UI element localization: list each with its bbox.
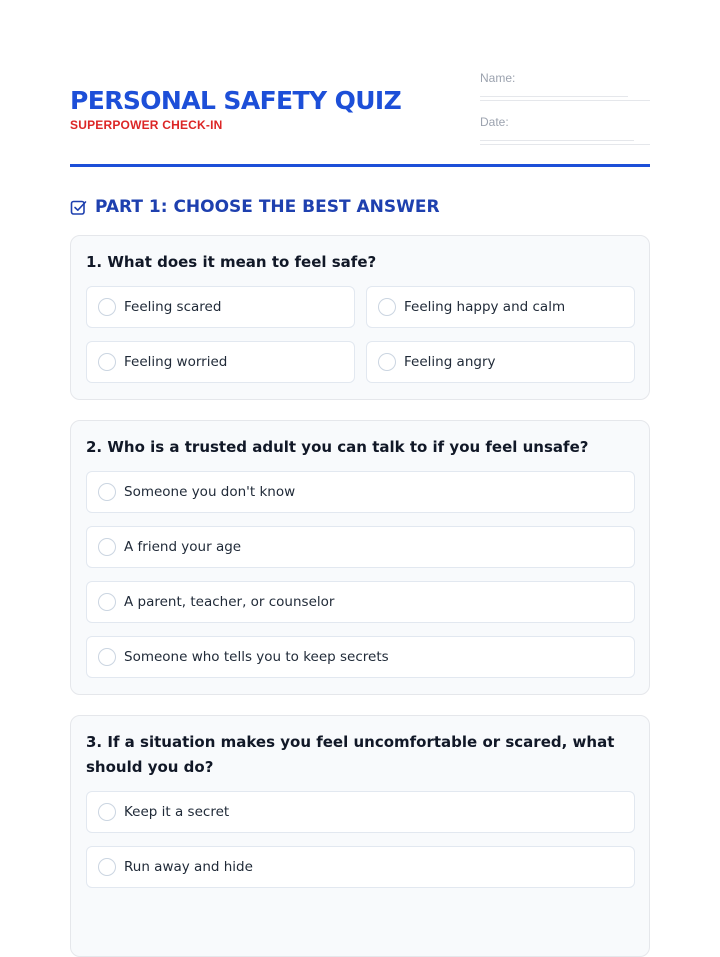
quiz-page bbox=[70, 0, 650, 875]
answer-option[interactable] bbox=[366, 341, 635, 383]
page-title: PERSONAL SAFETY QUIZ bbox=[70, 86, 402, 115]
name-line bbox=[480, 96, 628, 97]
answer-option[interactable] bbox=[86, 526, 635, 568]
answer-label: Feeling happy and calm bbox=[404, 299, 566, 315]
answer-label: Someone who tells you to keep secrets bbox=[124, 649, 389, 665]
question-card-3 bbox=[70, 715, 650, 957]
answer-option[interactable] bbox=[366, 286, 635, 328]
date-field[interactable] bbox=[480, 115, 650, 145]
radio-button[interactable] bbox=[98, 483, 116, 501]
answer-label: Someone you don't know bbox=[124, 484, 296, 500]
date-line bbox=[480, 140, 634, 141]
answer-label: Run away and hide bbox=[124, 859, 253, 875]
question-text-2: 2. Who is a trusted adult you can talk to if you feel unsafe? bbox=[86, 438, 589, 456]
name-label: Name: bbox=[480, 71, 516, 85]
answer-option[interactable] bbox=[86, 636, 635, 678]
date-label: Date: bbox=[480, 115, 509, 129]
question-text-3: 3. If a situation makes you feel uncomfortable or scared, what should you do? bbox=[86, 733, 615, 776]
header bbox=[70, 0, 650, 170]
question-card-2 bbox=[70, 420, 650, 695]
answer-label: A friend your age bbox=[124, 539, 242, 555]
answer-label: Feeling angry bbox=[404, 354, 496, 370]
answer-option[interactable] bbox=[86, 471, 635, 513]
name-underline bbox=[480, 100, 650, 101]
radio-button[interactable] bbox=[98, 538, 116, 556]
name-field[interactable] bbox=[480, 71, 650, 101]
radio-button[interactable] bbox=[98, 353, 116, 371]
answer-label: A parent, teacher, or counselor bbox=[124, 594, 335, 610]
answer-option[interactable] bbox=[86, 791, 635, 833]
answer-label: Feeling scared bbox=[124, 299, 222, 315]
checkbox-icon bbox=[70, 199, 87, 216]
radio-button[interactable] bbox=[98, 648, 116, 666]
answer-label: Feeling worried bbox=[124, 354, 228, 370]
answer-option[interactable] bbox=[86, 581, 635, 623]
header-divider bbox=[70, 164, 650, 167]
radio-button[interactable] bbox=[98, 858, 116, 876]
radio-button[interactable] bbox=[98, 593, 116, 611]
answer-option[interactable] bbox=[86, 846, 635, 888]
page-subtitle: SUPERPOWER CHECK-IN bbox=[70, 118, 223, 132]
radio-button[interactable] bbox=[378, 298, 396, 316]
date-underline bbox=[480, 144, 650, 145]
answer-label: Keep it a secret bbox=[124, 804, 230, 820]
answer-option[interactable] bbox=[86, 286, 355, 328]
answer-option[interactable] bbox=[86, 341, 355, 383]
radio-button[interactable] bbox=[98, 298, 116, 316]
question-card-1 bbox=[70, 235, 650, 400]
question-text-1: 1. What does it mean to feel safe? bbox=[86, 253, 377, 271]
radio-button[interactable] bbox=[98, 803, 116, 821]
part1-heading-text: PART 1: CHOOSE THE BEST ANSWER bbox=[95, 197, 440, 217]
radio-button[interactable] bbox=[378, 353, 396, 371]
part1-heading bbox=[70, 197, 440, 217]
